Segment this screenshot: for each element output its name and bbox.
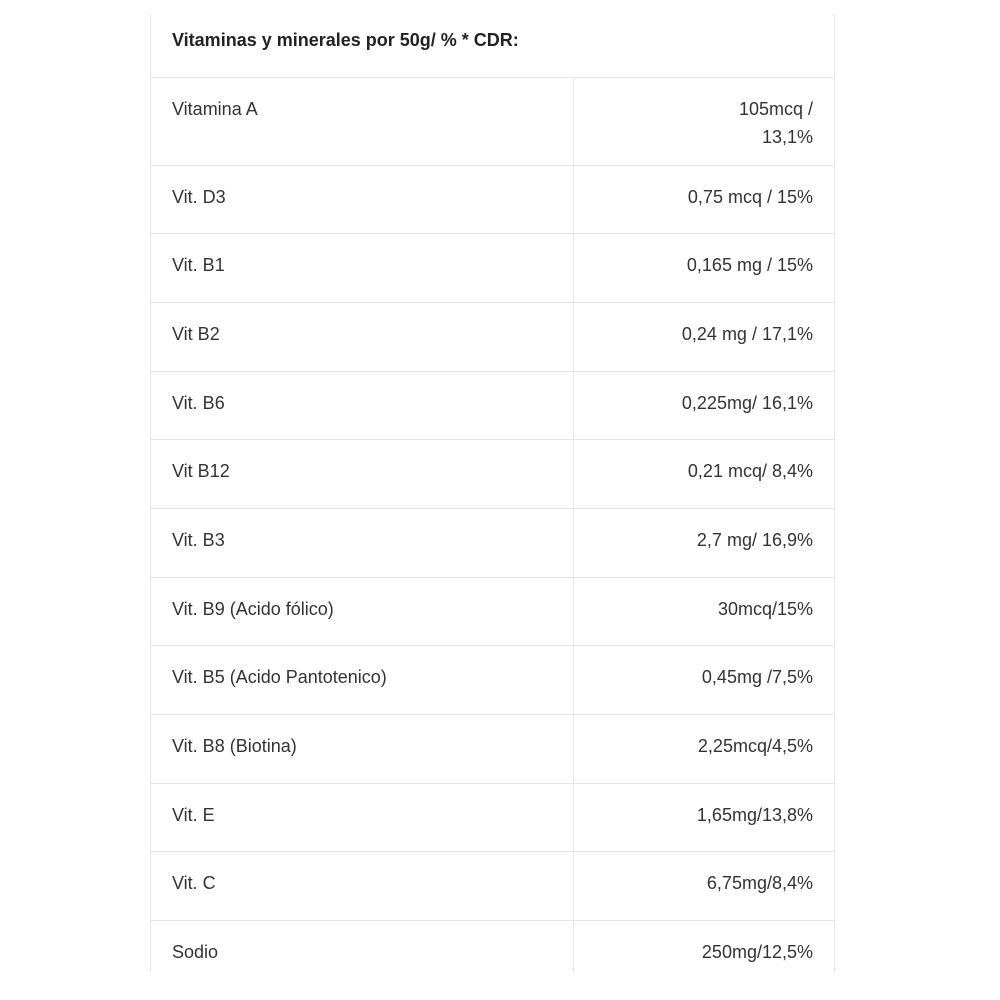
table-header-row (151, 14, 834, 77)
nutrient-value: 0,225mg/ 16,1% (573, 371, 834, 440)
nutrient-value: 6,75mg/8,4% (573, 852, 834, 921)
table-row (151, 646, 834, 715)
nutrient-value: 0,75 mcq / 15% (573, 165, 834, 234)
table-row (151, 783, 834, 852)
table-row (151, 77, 834, 165)
nutrient-name: Vit. B5 (Acido Pantotenico) (151, 646, 573, 715)
nutrient-name: Vit B2 (151, 302, 573, 371)
nutrient-value: 0,21 mcq/ 8,4% (573, 440, 834, 509)
nutrient-name: Vit B12 (151, 440, 573, 509)
nutrient-name: Vitamina A (151, 77, 573, 165)
table-row (151, 715, 834, 784)
nutrient-value: 2,7 mg/ 16,9% (573, 508, 834, 577)
nutrition-table-container (150, 14, 835, 972)
table-row (151, 921, 834, 972)
nutrient-name: Sodio (151, 921, 573, 972)
nutrient-value: 250mg/12,5% (573, 921, 834, 972)
nutrient-name: Vit. D3 (151, 165, 573, 234)
nutrient-value: 0,45mg /7,5% (573, 646, 834, 715)
nutrient-value: 1,65mg/13,8% (573, 783, 834, 852)
table-row (151, 234, 834, 303)
table-row (151, 508, 834, 577)
nutrient-value: 0,24 mg / 17,1% (573, 302, 834, 371)
nutrient-name: Vit. B8 (Biotina) (151, 715, 573, 784)
nutrient-name: Vit. B6 (151, 371, 573, 440)
table-row (151, 440, 834, 509)
table-row (151, 165, 834, 234)
table-row (151, 302, 834, 371)
nutrient-name: Vit. E (151, 783, 573, 852)
vitamins-minerals-table (151, 14, 834, 972)
table-row (151, 577, 834, 646)
nutrient-value: 30mcq/15% (573, 577, 834, 646)
nutrient-value: 0,165 mg / 15% (573, 234, 834, 303)
nutrient-value: 105mcq / 13,1% (573, 77, 834, 165)
nutrient-name: Vit. C (151, 852, 573, 921)
table-row (151, 852, 834, 921)
table-row (151, 371, 834, 440)
nutrient-name: Vit. B9 (Acido fólico) (151, 577, 573, 646)
nutrient-value: 2,25mcq/4,5% (573, 715, 834, 784)
table-header: Vitaminas y minerales por 50g/ % * CDR: (151, 14, 834, 77)
nutrient-name: Vit. B1 (151, 234, 573, 303)
nutrient-name: Vit. B3 (151, 508, 573, 577)
